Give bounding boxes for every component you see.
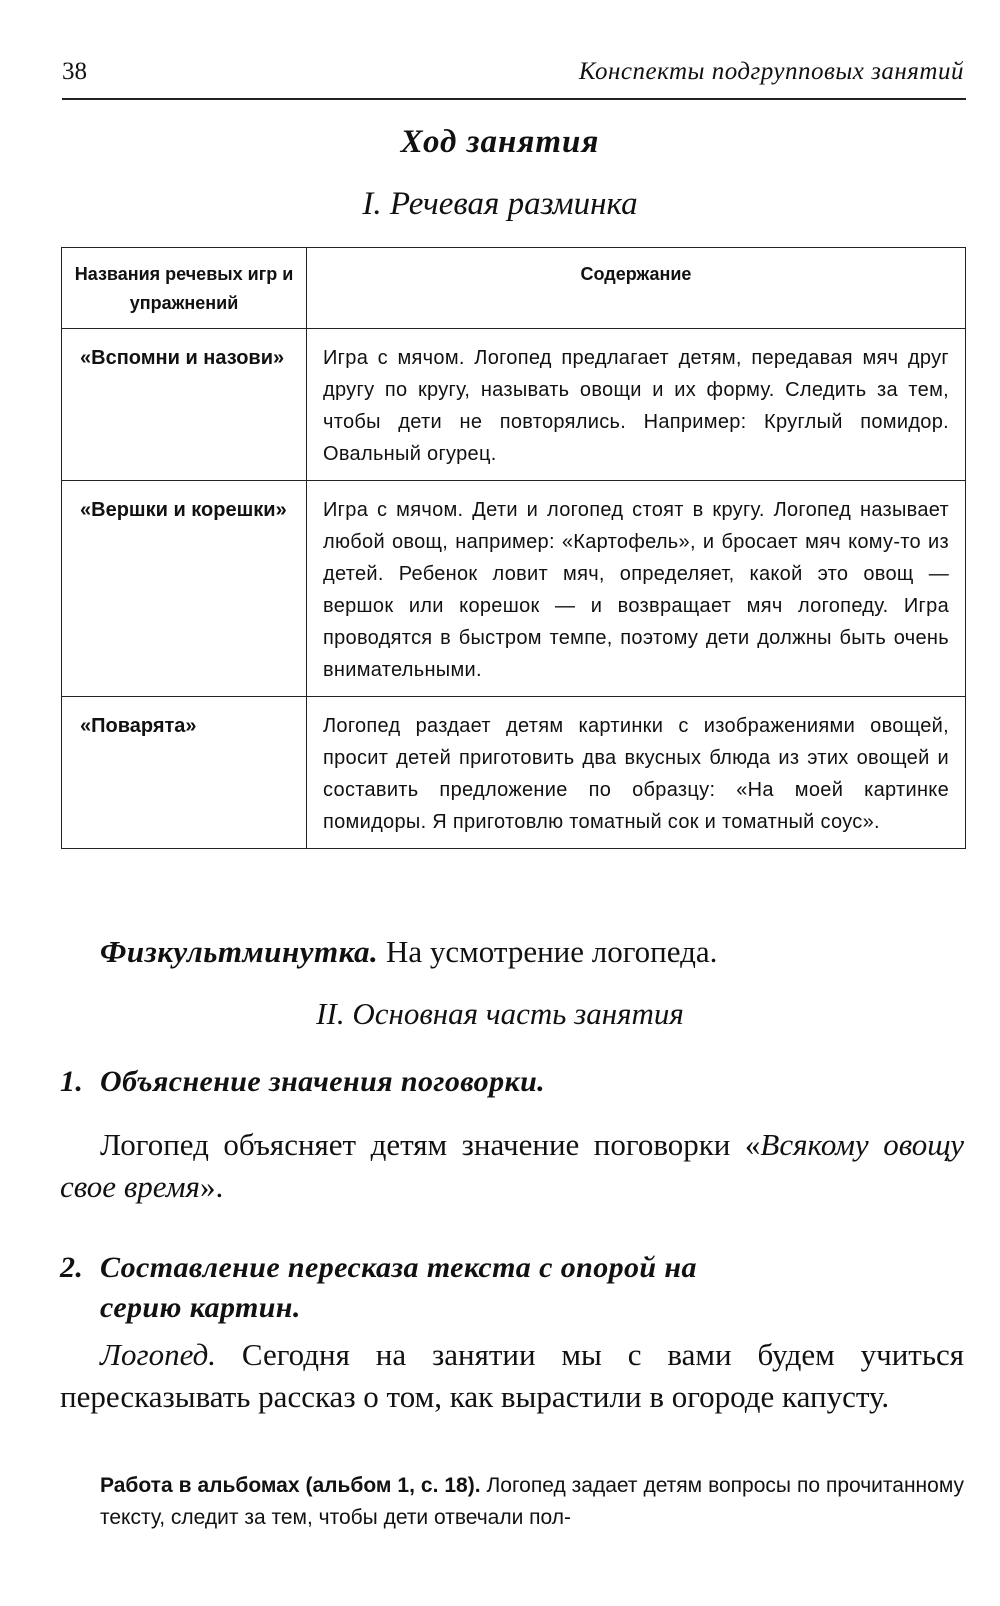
- item-1-text-end: ».: [199, 1169, 224, 1204]
- running-head-title: Конспекты подгрупповых занятий: [578, 58, 964, 85]
- table-header-names: Названия речевых игр и упражнений: [62, 248, 307, 329]
- table-row: [62, 329, 966, 481]
- table-header-row: [62, 248, 966, 329]
- album-work-label: Работа в альбомах (альбом 1, с. 18).: [100, 1474, 481, 1497]
- album-work-paragraph: [100, 1470, 964, 1534]
- proverb-quote: Всякому овощу свое время: [60, 1127, 964, 1204]
- running-head: [62, 58, 966, 100]
- section-title: Ход занятия: [400, 124, 600, 160]
- part2-title: II. Основная часть занятия: [316, 996, 684, 1031]
- item-1-text: Логопед объясняет детям значение поговорки «: [100, 1127, 761, 1162]
- physminute-text: На усмотрение логопеда.: [378, 934, 718, 969]
- game-name: «Вспомни и назови»: [62, 329, 307, 481]
- physminute-line: [100, 934, 717, 970]
- table-header-content: Содержание: [307, 248, 966, 329]
- game-content: Игра с мячом. Дети и логопед стоят в кругу. Логопед называет любой овощ, например: «Картофель», и бросает мяч кому-то из детей. Ребенок ловит мяч, определяет, какой это овощ — вершок или корешок — и возвращает мяч логопеду. Игра проводятся в быстром темпе, поэтому дети должны быть очень внимательными.: [307, 481, 966, 697]
- physminute-label: Физкультминутка.: [100, 934, 379, 969]
- part1-title: I. Речевая разминка: [362, 186, 638, 222]
- table-row: [62, 481, 966, 697]
- item-2-heading: [60, 1248, 780, 1328]
- game-name: «Поварята»: [62, 697, 307, 849]
- item-1-paragraph: [60, 1124, 964, 1208]
- speech-games-table: [61, 247, 966, 849]
- item-heading-text: Составление пересказа текста с опорой на серию картин.: [100, 1251, 697, 1324]
- item-heading-text: Объяснение значения поговорки.: [100, 1065, 546, 1098]
- game-content: Игра с мячом. Логопед предлагает детям, передавая мяч друг другу по кругу, называть овощи и их форму. Следить за тем, чтобы дети не повторялись. Например: Круглый помидор. Овальный огурец.: [307, 329, 966, 481]
- page-number: 38: [62, 58, 87, 85]
- item-1-heading: [60, 1062, 545, 1102]
- item-number: 2.: [60, 1251, 84, 1284]
- game-name: «Вершки и корешки»: [62, 481, 307, 697]
- speaker-label: Логопед.: [100, 1337, 217, 1372]
- item-number: 1.: [60, 1065, 84, 1098]
- item-2-paragraph: [60, 1334, 964, 1418]
- album-work-text: Логопед задает детям вопросы по прочитанному тексту, следит за тем, чтобы дети отвечали пол-: [100, 1474, 965, 1529]
- table-row: [62, 697, 966, 849]
- item-2-text: Сегодня на занятии мы с вами будем учиться пересказывать рассказ о том, как вырастили в огороде капусту.: [60, 1337, 964, 1414]
- game-content: Логопед раздает детям картинки с изображениями овощей, просит детей приготовить два вкусных блюда из этих овощей и составить предложение по образцу: «На моей картинке помидоры. Я приготовлю томатный сок и томатный соус».: [307, 697, 966, 849]
